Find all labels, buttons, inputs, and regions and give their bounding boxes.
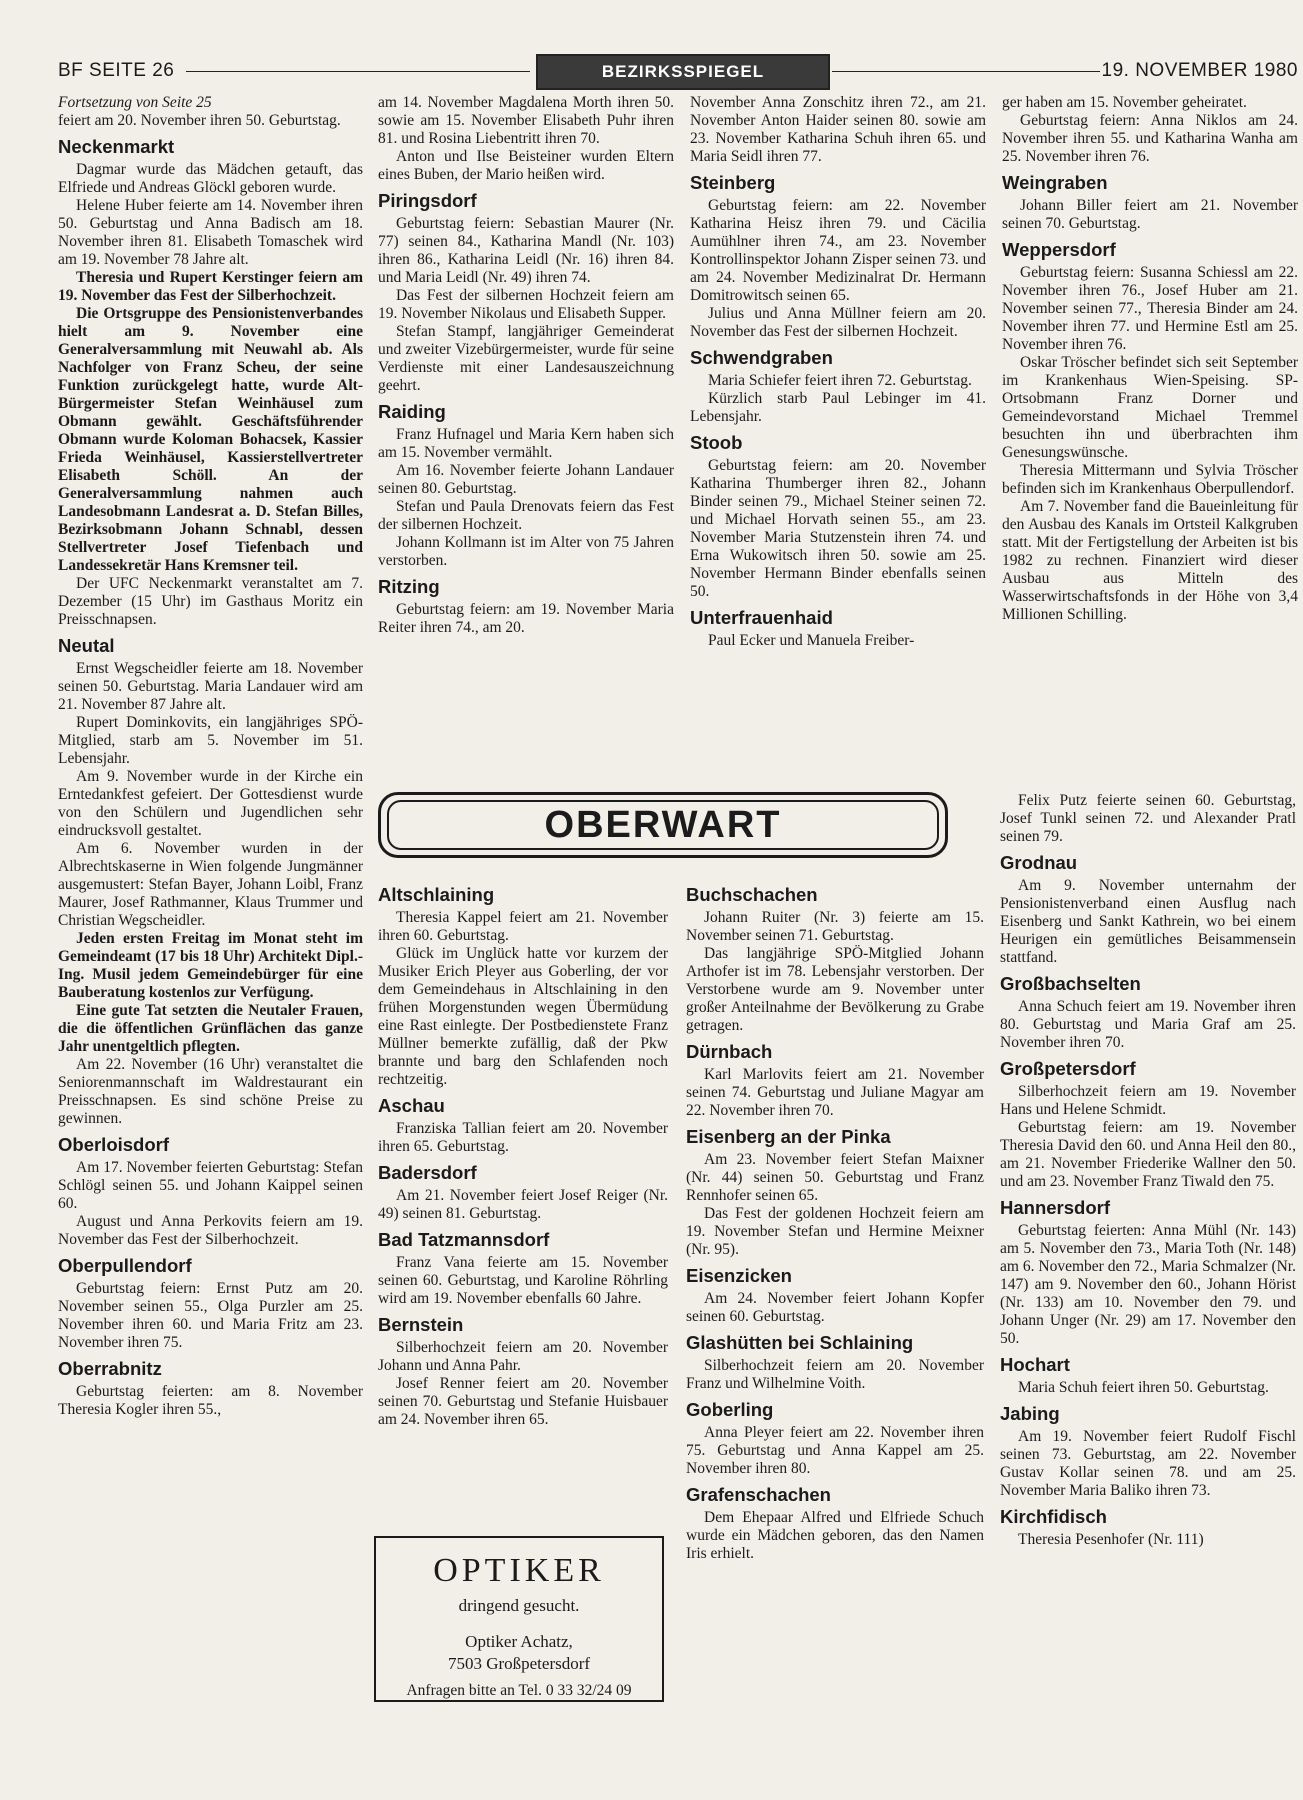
- paragraph: Das Fest der silbernen Hochzeit feiern am 19. November Nikolaus und Elisabeth Supper.: [378, 287, 674, 322]
- paragraph: Silberhochzeit feiern am 19. November Hans und Helene Schmidt.: [1000, 1083, 1296, 1118]
- column-7: [1000, 792, 1296, 1549]
- ad-title: OPTIKER: [433, 1552, 605, 1589]
- paragraph: Anton und Ilse Beisteiner wurden Eltern eines Buben, der Mario heißen wird.: [378, 148, 674, 183]
- paragraph: Am 17. November feierten Geburtstag: Stefan Schlögl seinen 55. und Johann Kaippel seinen 60.: [58, 1159, 363, 1212]
- paragraph: Rupert Dominkovits, ein langjähriges SPÖ-Mitglied, starb am 5. November im 51. Lebensjahr.: [58, 714, 363, 767]
- paragraph: Am 24. November feiert Johann Kopfer seinen 60. Geburtstag.: [686, 1290, 984, 1325]
- paragraph: Anna Pleyer feiert am 22. November ihren 75. Geburtstag und Anna Kappel am 25. November ihren 80.: [686, 1424, 984, 1477]
- paragraph: Das Fest der goldenen Hochzeit feiern am 19. November Stefan und Hermine Meixner (Nr. 95).: [686, 1205, 984, 1258]
- paragraph: Der UFC Neckenmarkt veranstaltet am 7. Dezember (15 Uhr) im Gasthaus Moritz ein Preisschnapsen.: [58, 575, 363, 628]
- paragraph: Geburtstag feiern: Susanna Schiessl am 22. November ihren 76., Josef Huber am 21. November seinen 77., Theresia Binder am 24. November ihren 77. und Hermine Estl am 25. November ihren 76.: [1002, 264, 1298, 353]
- heading-eisenberg: Eisenberg an der Pinka: [686, 1126, 891, 1147]
- section-logo: BEZIRKSSPIEGEL: [536, 54, 830, 90]
- paragraph: Stefan und Paula Drenovats feiern das Fest der silbernen Hochzeit.: [378, 498, 674, 533]
- column-1: [58, 94, 363, 1419]
- paragraph: Geburtstag feierten: am 8. November Theresia Kogler ihren 55.,: [58, 1383, 363, 1418]
- ad-company: Optiker Achatz,: [465, 1632, 573, 1651]
- column-6: [686, 878, 984, 1563]
- continuation-note: Fortsetzung von Seite 25: [58, 94, 212, 111]
- paragraph: Dem Ehepaar Alfred und Elfriede Schuch wurde ein Mädchen geboren, das den Namen Iris erhielt.: [686, 1509, 984, 1562]
- paragraph: Theresia und Rupert Kerstinger feiern am 19. November das Fest der Silberhochzeit.: [58, 269, 363, 304]
- paragraph: Silberhochzeit feiern am 20. November Franz und Wilhelmine Voith.: [686, 1357, 984, 1392]
- paragraph: am 14. November Magdalena Morth ihren 50. sowie am 15. November Elisabeth Puhr ihren 81. und Rosina Liebentritt ihren 70.: [378, 94, 674, 147]
- column-2: [378, 94, 674, 637]
- paragraph: Geburtstag feiern: Sebastian Maurer (Nr. 77) seinen 84., Katharina Mandl (Nr. 103) ihren 86., Katharina Leidl (Nr. 16) ihren 84. und Maria Leidl (Nr. 49) ihren 74.: [378, 215, 674, 286]
- heading-hannersdorf: Hannersdorf: [1000, 1197, 1110, 1218]
- heading-eisenzicken: Eisenzicken: [686, 1265, 792, 1286]
- heading-neutal: Neutal: [58, 635, 115, 656]
- paragraph: Geburtstag feiern: am 20. November Katharina Thumberger ihren 82., Johann Binder seinen 79., Michael Steiner seinen 72. und Michael Horvath seinen 55., am 23. November Maria Stutzenstein ihren 74. und Erna Wukowitsch ihren 50. sowie am 25. November Hermann Binder ebenfalls seinen 50.: [690, 457, 986, 600]
- heading-grossbachselten: Großbachselten: [1000, 973, 1141, 994]
- page-number: BF SEITE 26: [58, 60, 175, 81]
- heading-duernbach: Dürnbach: [686, 1041, 773, 1062]
- column-5: [378, 878, 668, 1429]
- paragraph: Kürzlich starb Paul Lebinger im 41. Lebensjahr.: [690, 390, 986, 425]
- paragraph: Karl Marlovits feiert am 21. November seinen 74. Geburtstag und Juliane Magyar am 22. November ihren 70.: [686, 1066, 984, 1119]
- paragraph: Am 9. November wurde in der Kirche ein Erntedankfest gefeiert. Der Gottesdienst wurde von den Schülern und Jugendlichen sehr eindrucksvoll gestaltet.: [58, 768, 363, 839]
- heading-steinberg: Steinberg: [690, 172, 776, 193]
- paragraph: Theresia Kappel feiert am 21. November ihren 60. Geburtstag.: [378, 909, 668, 944]
- heading-bernstein: Bernstein: [378, 1314, 464, 1335]
- paragraph: Am 6. November wurden in der Albrechtskaserne in Wien folgende Jungmänner ausgemustert: Stefan Bayer, Johann Loibl, Franz Maurer, Josef Rathmanner, Klaus Trummer und Christian Wegscheidler.: [58, 840, 363, 929]
- paragraph: Oskar Tröscher befindet sich seit September im Krankenhaus Wien-Speising. SP-Ortsobmann Franz Dorner und Gemeindevorstand Michael Tremmel besuchten ihn und überbrachten ihm Genesungswünsche.: [1002, 354, 1298, 461]
- heading-oberpullendorf: Oberpullendorf: [58, 1255, 192, 1276]
- paragraph: Felix Putz feierte seinen 60. Geburtstag, Josef Tunkl seinen 72. und Alexander Pratl seinen 79.: [1000, 792, 1296, 845]
- heading-neckenmarkt: Neckenmarkt: [58, 136, 175, 157]
- paragraph: Silberhochzeit feiern am 20. November Johann und Anna Pahr.: [378, 1339, 668, 1374]
- heading-grafenschachen: Grafenschachen: [686, 1484, 831, 1505]
- paragraph: Am 19. November feiert Rudolf Fischl seinen 73. Geburtstag, am 22. November Gustav Kollar seinen 78. und am 25. November Maria Baliko ihren 73.: [1000, 1428, 1296, 1499]
- heading-weppersdorf: Weppersdorf: [1002, 239, 1116, 260]
- paragraph: Am 23. November feiert Stefan Maixner (Nr. 44) seinen 50. Geburtstag und Franz Rennhofer seinen 65.: [686, 1151, 984, 1204]
- heading-badersdorf: Badersdorf: [378, 1162, 477, 1183]
- heading-piringsdorf: Piringsdorf: [378, 190, 477, 211]
- heading-aschau: Aschau: [378, 1095, 445, 1116]
- optiker-advertisement: [374, 1536, 664, 1702]
- paragraph: Franz Vana feierte am 15. November seinen 60. Geburtstag, und Karoline Röhrling wird am 19. November ebenfalls 60 Jahre.: [378, 1254, 668, 1307]
- heading-jabing: Jabing: [1000, 1403, 1060, 1424]
- paragraph: Maria Schuh feiert ihren 50. Geburtstag.: [1018, 1379, 1269, 1396]
- heading-altschlaining: Altschlaining: [378, 884, 495, 905]
- paragraph: Johann Biller feiert am 21. November seinen 70. Geburtstag.: [1002, 197, 1298, 232]
- section-banner-oberwart: [378, 792, 948, 858]
- paragraph: Franz Hufnagel und Maria Kern haben sich am 15. November vermählt.: [378, 426, 674, 461]
- paragraph: Helene Huber feierte am 14. November ihren 50. Geburtstag und Anna Badisch am 18. November ihren 81. Elisabeth Tomaschek wird am 19. November 78 Jahre alt.: [58, 197, 363, 268]
- heading-grodnau: Grodnau: [1000, 852, 1078, 873]
- paragraph: Anna Schuch feiert am 19. November ihren 80. Geburtstag und Maria Graf am 25. November ihren 70.: [1000, 998, 1296, 1051]
- heading-stoob: Stoob: [690, 432, 743, 453]
- column-4: [1002, 94, 1298, 624]
- paragraph: Geburtstag feierten: Anna Mühl (Nr. 143) am 5. November den 73., Maria Toth (Nr. 148) am 6. November den 72., Maria Schmalzer (Nr. 147) am 9. November den 60., Johann Hörist (Nr. 133) am 10. November den 79. und Johann Unger (Nr. 29) am 17. November den 50.: [1000, 1222, 1296, 1347]
- paragraph: feiert am 20. November ihren 50. Geburtstag.: [58, 112, 341, 129]
- paragraph: Geburtstag feiern: am 19. November Theresia David den 60. und Anna Heil den 80., am 21. November Friederike Wallner den 50. und am 23. November Franz Tiwald den 75.: [1000, 1119, 1296, 1190]
- heading-unterfrauenhaid: Unterfrauenhaid: [690, 607, 833, 628]
- paragraph: November Anna Zonschitz ihren 72., am 21. November Anton Haider seinen 80. sowie am 23. November Katharina Schuh ihren 65. und Maria Seidl ihren 77.: [690, 94, 986, 165]
- paragraph: Dagmar wurde das Mädchen getauft, das Elfriede und Andreas Glöckl geboren wurde.: [58, 161, 363, 196]
- paragraph: Glück im Unglück hatte vor kurzem der Musiker Erich Pleyer aus Goberling, der vor dem Gemeindehaus in Altschlaining in den frühen Morgenstunden wegen Übermüdung eine Rast einlegte. Der Postbedienstete Franz Müllner bemerkte zufällig, daß der Pkw brannte und barg den Schlafenden noch rechtzeitig.: [378, 945, 668, 1088]
- paragraph: Am 22. November (16 Uhr) veranstaltet die Seniorenmannschaft im Waldrestaurant ein Preisschnapsen. Es sind schöne Preise zu gewinnen.: [58, 1056, 363, 1127]
- paragraph: Am 7. November fand die Baueinleitung für den Ausbau des Kanals im Ortsteil Kalkgruben statt. Mit der Fertigstellung der Arbeiten ist bis 1982 zu rechnen. Finanziert wird dieser Ausbau aus Mitteln des Wasserwirtschaftsfonds in der Höhe von 3,4 Millionen Schilling.: [1002, 498, 1298, 623]
- paragraph: Maria Schiefer feiert ihren 72. Geburtstag.: [708, 372, 972, 389]
- paragraph: Am 9. November unternahm der Pensionistenverband einen Ausflug nach Eisenberg und Sankt Kathrein, wo bei einem Heurigen ein gemütliches Beisammensein stattfand.: [1000, 877, 1296, 966]
- page-date: 19. NOVEMBER 1980: [1101, 60, 1298, 81]
- paragraph: Das langjährige SPÖ-Mitglied Johann Arthofer ist im 78. Lebensjahr verstorben. Der Verstorbene wurde am 9. November unter großer Anteilnahme der Bevölkerung zu Grabe getragen.: [686, 945, 984, 1034]
- heading-grosspetersdorf: Großpetersdorf: [1000, 1058, 1136, 1079]
- heading-oberrabnitz: Oberrabnitz: [58, 1358, 162, 1379]
- heading-weingraben: Weingraben: [1002, 172, 1108, 193]
- section-banner-title: OBERWART: [387, 800, 939, 850]
- heading-hochart: Hochart: [1000, 1354, 1070, 1375]
- page-header: [58, 54, 1298, 88]
- ad-subtitle: dringend gesucht.: [458, 1596, 580, 1615]
- paragraph: August und Anna Perkovits feiern am 19. November das Fest der Silberhochzeit.: [58, 1213, 363, 1248]
- paragraph: Stefan Stampf, langjähriger Gemeinderat und zweiter Vizebürgermeister, wurde für seine Verdienste mit einer Landesauszeichnung geehrt.: [378, 323, 674, 394]
- heading-schwendgraben: Schwendgraben: [690, 347, 833, 368]
- paragraph: Geburtstag feiern: Anna Niklos am 24. November ihren 55. und Katharina Wanha am 25. November ihren 76.: [1002, 112, 1298, 165]
- paragraph: Geburtstag feiern: Ernst Putz am 20. November seinen 55., Olga Purzler am 25. November ihren 60. und Maria Fritz am 23. November ihren 75.: [58, 1280, 363, 1351]
- paragraph: Geburtstag feiern: am 19. November Maria Reiter ihren 74., am 20.: [378, 601, 674, 636]
- header-rule-right: [832, 71, 1100, 72]
- paragraph: Am 16. November feierte Johann Landauer seinen 80. Geburtstag.: [378, 462, 674, 497]
- paragraph: Johann Kollmann ist im Alter von 75 Jahren verstorben.: [378, 534, 674, 569]
- paragraph: Julius und Anna Müllner feiern am 20. November das Fest der silbernen Hochzeit.: [690, 305, 986, 340]
- heading-goberling: Goberling: [686, 1399, 774, 1420]
- paragraph: Geburtstag feiern: am 22. November Katharina Heisz ihren 79. und Cäcilia Aumühlner ihren 74., am 23. November Kontrollinspektor Johann Zisper seinen 73. und am 24. November Medizinalrat Dr. Hermann Domitrowitsch seinen 65.: [690, 197, 986, 304]
- header-rule-left: [186, 71, 530, 72]
- heading-ritzing: Ritzing: [378, 576, 440, 597]
- paragraph: Johann Ruiter (Nr. 3) feierte am 15. November seinen 71. Geburtstag.: [686, 909, 984, 944]
- paragraph: Josef Renner feiert am 20. November seinen 70. Geburtstag und Stefanie Huisbauer am 24. November ihren 65.: [378, 1375, 668, 1428]
- paragraph: Am 21. November feiert Josef Reiger (Nr. 49) seinen 81. Geburtstag.: [378, 1187, 668, 1222]
- heading-buchschachen: Buchschachen: [686, 884, 818, 905]
- paragraph: Theresia Pesenhofer (Nr. 111): [1018, 1531, 1204, 1548]
- heading-bad-tatzmannsdorf: Bad Tatzmannsdorf: [378, 1229, 550, 1250]
- column-3: [690, 94, 986, 650]
- paragraph: ger haben am 15. November geheiratet.: [1002, 94, 1247, 111]
- heading-kirchfidisch: Kirchfidisch: [1000, 1506, 1107, 1527]
- heading-raiding: Raiding: [378, 401, 446, 422]
- paragraph: Jeden ersten Freitag im Monat steht im Gemeindeamt (17 bis 18 Uhr) Architekt Dipl.-Ing. Musil jedem Gemeindebürger für eine Bauberatung kostenlos zur Verfügung.: [58, 930, 363, 1001]
- heading-oberloisdorf: Oberloisdorf: [58, 1134, 170, 1155]
- paragraph: Paul Ecker und Manuela Freiber-: [708, 632, 915, 649]
- paragraph: Theresia Mittermann und Sylvia Tröscher befinden sich im Krankenhaus Oberpullendorf.: [1002, 462, 1298, 497]
- paragraph: Ernst Wegscheidler feierte am 18. November seinen 50. Geburtstag. Maria Landauer wird am 21. November 87 Jahre alt.: [58, 660, 363, 713]
- heading-glashuetten: Glashütten bei Schlaining: [686, 1332, 914, 1353]
- paragraph: Eine gute Tat setzten die Neutaler Frauen, die die öffentlichen Grünflächen das ganze Jahr unentgeltlich pflegten.: [58, 1002, 363, 1055]
- ad-phone: Anfragen bitte an Tel. 0 33 32/24 09: [406, 1682, 632, 1699]
- ad-address: 7503 Großpetersdorf: [447, 1654, 591, 1673]
- paragraph: Franziska Tallian feiert am 20. November ihren 65. Geburtstag.: [378, 1120, 668, 1155]
- paragraph: Die Ortsgruppe des Pensionistenverbandes hielt am 9. November eine Generalversammlung mit Neuwahl ab. Als Nachfolger von Franz Scheu, der seine Funktion zurückgelegt hatte, wurde Alt-Bürgermeister Stefan Weinhäusel zum Obmann gewählt. Geschäftsführender Obmann wurde Koloman Bohacsek, Kassier Frieda Weinhäusel, Kassierstellvertreter Elisabeth Schöll. An der Generalversammlung nahmen auch Landesobmann Landesrat a. D. Stefan Billes, Bezirksobmann Johann Schnabl, dessen Stellvertreter Josef Tiefenbach und Landessekretär Hans Kremsner teil.: [58, 305, 363, 574]
